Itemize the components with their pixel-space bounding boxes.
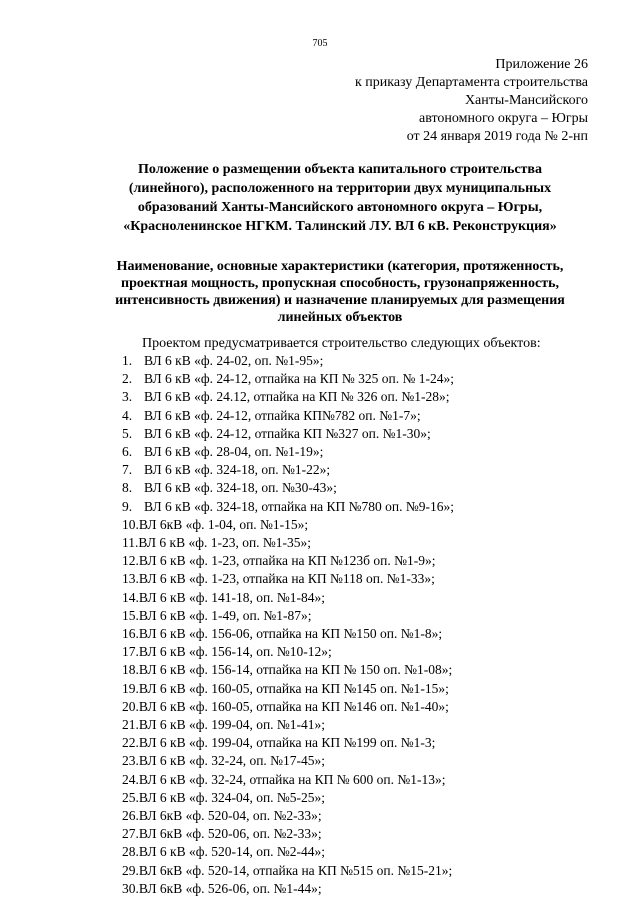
heading-line: интенсивность движения) и назначение планируемых для размещения	[115, 293, 565, 308]
heading-line: линейных объектов	[277, 310, 403, 325]
object-number: 8.	[122, 480, 133, 496]
object-number: 29.	[122, 862, 139, 878]
appendix-line: Приложение 26	[495, 57, 588, 72]
object-number: 17.	[122, 644, 139, 660]
object-list-item	[122, 862, 454, 880]
object-number: 24.	[122, 771, 139, 787]
object-text: ВЛ 6 кВ «ф. 156-14, отпайка на КП № 150 оп. №1-08»;	[138, 662, 453, 678]
object-number: 3.	[122, 389, 133, 405]
object-list-item	[122, 680, 454, 698]
object-list-item	[122, 516, 454, 534]
object-list-item	[122, 734, 454, 752]
object-text: ВЛ 6 кВ «ф. 324-18, оп. №1-22»;	[144, 462, 331, 478]
object-number: 13.	[122, 571, 139, 587]
object-list-item	[122, 607, 454, 625]
object-number: 12.	[122, 553, 139, 569]
object-list-item	[122, 461, 454, 479]
document-title	[90, 160, 590, 236]
object-text: ВЛ 6 кВ «ф. 199-04, отпайка на КП №199 оп. №1-3;	[138, 735, 436, 751]
heading-line: Наименование, основные характеристики (категория, протяженность,	[116, 259, 564, 274]
title-line: (линейного), расположенного на территории двух муниципальных	[128, 181, 552, 196]
appendix-line: от 24 января 2019 года № 2-нп	[406, 129, 588, 144]
object-list-item	[122, 752, 454, 770]
object-list-item	[122, 534, 454, 552]
object-text: ВЛ 6 кВ «ф. 1-23, отпайка на КП №123б оп. №1-9»;	[138, 553, 436, 569]
object-text: ВЛ 6 кВ «ф. 156-14, оп. №10-12»;	[138, 644, 332, 660]
object-list-item	[122, 425, 454, 443]
object-text: ВЛ 6 кВ «ф. 32-24, оп. №17-45»;	[138, 753, 326, 769]
appendix-line: автономного округа – Югры	[419, 111, 588, 126]
page-number: 705	[312, 38, 328, 49]
object-list-item	[122, 843, 454, 861]
object-list-item	[122, 370, 454, 388]
section-heading	[90, 258, 590, 326]
object-list-item	[122, 407, 454, 425]
appendix-line: к приказу Департамента строительства	[354, 75, 588, 90]
object-text: ВЛ 6 кВ «ф. 24-12, отпайка КП№782 оп. №1-7»;	[144, 407, 421, 423]
object-text: ВЛ 6 кВ «ф. 324-18, отпайка на КП №780 оп. №9-16»;	[144, 498, 455, 514]
object-text: ВЛ 6кВ «ф. 520-04, оп. №2-33»;	[138, 808, 322, 824]
object-text: ВЛ 6 кВ «ф. 32-24, отпайка на КП № 600 оп. №1-13»;	[138, 771, 446, 787]
object-number: 30.	[122, 880, 139, 896]
object-list-item	[122, 479, 454, 497]
object-text: ВЛ 6 кВ «ф. 24-12, отпайка КП №327 оп. №1-30»;	[144, 425, 431, 441]
object-list-item	[122, 789, 454, 807]
object-list-item	[122, 443, 454, 461]
object-number: 1.	[122, 353, 133, 368]
object-list-item	[122, 570, 454, 588]
object-list-item	[122, 388, 454, 406]
object-text: ВЛ 6 кВ «ф. 520-14, оп. №2-44»;	[138, 844, 326, 860]
object-text: ВЛ 6 кВ «ф. 1-49, оп. №1-87»;	[138, 607, 312, 623]
object-number: 16.	[122, 626, 139, 642]
object-list-item	[122, 807, 454, 825]
object-number: 21.	[122, 717, 139, 733]
object-text: ВЛ 6 кВ «ф. 156-06, отпайка на КП №150 оп. №1-8»;	[138, 626, 443, 642]
object-text: ВЛ 6 кВ «ф. 24-12, отпайка на КП № 325 оп. № 1-24»;	[144, 371, 455, 387]
object-list-item	[122, 716, 454, 734]
object-list-item	[122, 825, 454, 843]
title-line: Положение о размещении объекта капитального строительства	[138, 162, 542, 177]
object-number: 27.	[122, 826, 139, 842]
appendix-header	[355, 56, 588, 146]
intro-paragraph: Проектом предусматривается строительство следующих объектов:	[142, 336, 541, 351]
object-list-item	[122, 661, 454, 679]
object-number: 10.	[122, 516, 139, 532]
appendix-line: Ханты-Мансийского	[464, 93, 588, 108]
object-text: ВЛ 6кВ «ф. 1-04, оп. №1-15»;	[138, 516, 309, 532]
object-text: ВЛ 6кВ «ф. 520-06, оп. №2-33»;	[138, 826, 322, 842]
object-number: 11.	[122, 535, 139, 551]
title-line: образований Ханты-Мансийского автономного округа – Югры,	[137, 200, 543, 215]
object-text: ВЛ 6 кВ «ф. 324-18, оп. №30-43»;	[144, 480, 337, 496]
object-text: ВЛ 6 кВ «ф. 160-05, отпайка на КП №146 оп. №1-40»;	[138, 698, 449, 714]
object-list-item	[122, 625, 454, 643]
object-text: ВЛ 6 кВ «ф. 324-04, оп. №5-25»;	[138, 789, 326, 805]
object-number: 9.	[122, 498, 133, 514]
object-text: ВЛ 6 кВ «ф. 28-04, оп. №1-19»;	[144, 444, 324, 460]
object-number: 20.	[122, 698, 139, 714]
object-text: ВЛ 6 кВ «ф. 24-02, оп. №1-95»;	[144, 353, 324, 368]
object-number: 18.	[122, 662, 139, 678]
object-list-item	[122, 552, 454, 570]
object-text: ВЛ 6 кВ «ф. 24.12, отпайка на КП № 326 оп. №1-28»;	[144, 389, 450, 405]
object-text: ВЛ 6 кВ «ф. 141-18, оп. №1-84»;	[138, 589, 326, 605]
object-number: 2.	[122, 371, 133, 387]
object-number: 28.	[122, 844, 139, 860]
object-text: ВЛ 6 кВ «ф. 1-23, оп. №1-35»;	[138, 535, 312, 551]
object-number: 14.	[122, 589, 139, 605]
object-list-item	[122, 643, 454, 661]
object-number: 22.	[122, 735, 139, 751]
object-number: 26.	[122, 808, 139, 824]
object-text: ВЛ 6 кВ «ф. 1-23, отпайка на КП №118 оп. №1-33»;	[138, 571, 435, 587]
object-number: 7.	[122, 462, 133, 478]
object-text: ВЛ 6кВ «ф. 520-14, отпайка на КП №515 оп. №15-21»;	[138, 862, 453, 878]
object-number: 23.	[122, 753, 139, 769]
object-list-item	[122, 771, 454, 789]
object-number: 15.	[122, 607, 139, 623]
object-list-item	[122, 352, 454, 370]
object-number: 5.	[122, 425, 133, 441]
object-number: 6.	[122, 444, 133, 460]
object-list-item	[122, 589, 454, 607]
object-text: ВЛ 6 кВ «ф. 160-05, отпайка на КП №145 оп. №1-15»;	[138, 680, 449, 696]
objects-list	[122, 352, 454, 898]
object-number: 19.	[122, 680, 139, 696]
object-number: 4.	[122, 407, 133, 423]
object-text: ВЛ 6кВ «ф. 526-06, оп. №1-44»;	[138, 880, 322, 896]
title-line: «Красноленинское НГКМ. Талинский ЛУ. ВЛ 6 кВ. Реконструкция»	[123, 219, 557, 234]
heading-line: проектная мощность, пропускная способность, грузонапряженность,	[121, 276, 559, 291]
object-list-item	[122, 498, 454, 516]
object-list-item	[122, 880, 454, 898]
object-list-item	[122, 698, 454, 716]
object-number: 25.	[122, 789, 139, 805]
object-text: ВЛ 6 кВ «ф. 199-04, оп. №1-41»;	[138, 717, 326, 733]
